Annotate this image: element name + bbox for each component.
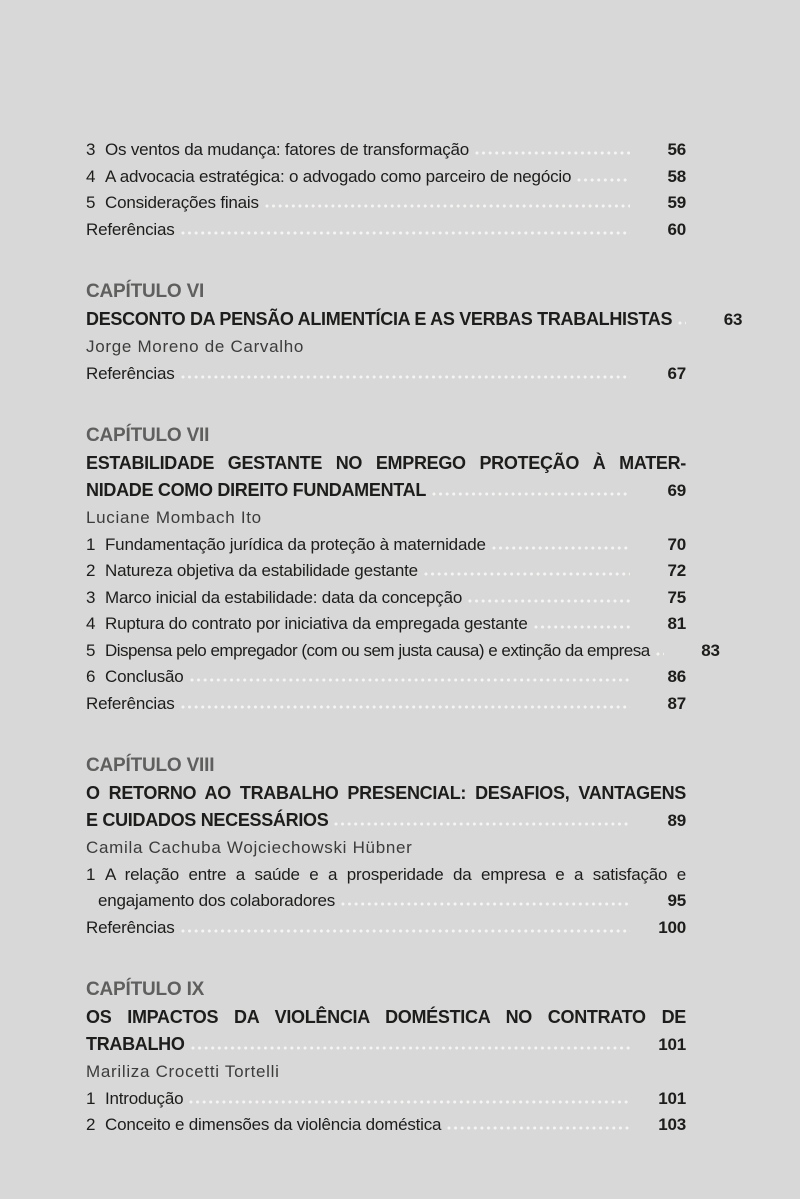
entry-page-number: 101 bbox=[658, 1088, 686, 1108]
dot-leader bbox=[181, 929, 630, 933]
entry-label: A relação entre a saúde e a prosperidade da empresa e a satisfação e bbox=[105, 864, 686, 884]
entry-label: Ruptura do contrato por iniciativa da empregada gestante bbox=[105, 614, 528, 633]
entry-page-number: 81 bbox=[667, 614, 686, 633]
entry-page-number: 95 bbox=[667, 891, 686, 910]
entry-page-number: 72 bbox=[667, 561, 686, 580]
dot-leader bbox=[534, 625, 630, 629]
toc-entry bbox=[86, 190, 686, 217]
entry-label: Conclusão bbox=[105, 667, 184, 686]
dot-leader bbox=[181, 375, 630, 379]
entry-page-number: 100 bbox=[658, 917, 686, 937]
dot-leader bbox=[334, 822, 630, 826]
chapter-page-number: 63 bbox=[723, 310, 743, 329]
toc-entry bbox=[86, 532, 686, 559]
dot-leader bbox=[447, 1126, 630, 1130]
entry-page-number: 59 bbox=[667, 193, 686, 212]
toc-entry bbox=[86, 862, 686, 915]
entry-label: Referências bbox=[86, 219, 175, 239]
entry-number: 4 bbox=[86, 614, 96, 633]
toc-entry bbox=[86, 1112, 686, 1139]
entry-label: Introdução bbox=[105, 1088, 184, 1108]
chapter-page-number: 69 bbox=[667, 481, 686, 500]
chapter-title-line2: NIDADE COMO DIREITO FUNDAMENTAL bbox=[86, 480, 427, 500]
entry-label: Natureza objetiva da estabilidade gestante bbox=[105, 561, 418, 580]
dot-leader bbox=[424, 572, 630, 576]
chapter-title-entry bbox=[86, 1031, 686, 1058]
toc-entry bbox=[86, 137, 686, 164]
chapter-viii-block bbox=[86, 752, 686, 941]
entry-page-number: 60 bbox=[667, 219, 686, 239]
entry-line2 bbox=[86, 888, 686, 915]
entry-number: 1 bbox=[86, 534, 96, 554]
dot-leader bbox=[678, 321, 686, 325]
chapter-author: Camila Cachuba Wojciechowski Hübner bbox=[86, 838, 413, 857]
entry-number: 3 bbox=[86, 587, 96, 607]
entry-label-continued: engajamento dos colaboradores bbox=[98, 891, 336, 910]
dot-leader bbox=[190, 678, 630, 682]
dot-leader bbox=[492, 546, 630, 550]
entry-label: Os ventos da mudança: fatores de transformação bbox=[105, 140, 470, 159]
entry-page-number: 86 bbox=[667, 667, 686, 686]
chapter-title-line2: E CUIDADOS NECESSÁRIOS bbox=[86, 810, 329, 830]
entry-line1 bbox=[86, 862, 686, 889]
entry-label: Referências bbox=[86, 363, 175, 383]
entry-page-number: 83 bbox=[701, 640, 720, 660]
chapter-author: Mariliza Crocetti Tortelli bbox=[86, 1062, 280, 1081]
dot-leader bbox=[265, 204, 630, 208]
toc-entry bbox=[86, 558, 686, 585]
chapter-heading: CAPÍTULO VII bbox=[86, 425, 210, 446]
chapter-title-line1: O RETORNO AO TRABALHO PRESENCIAL: DESAFIOS, VANTAGENS bbox=[86, 783, 686, 803]
entry-number: 1 bbox=[86, 1088, 96, 1108]
toc-entry bbox=[86, 585, 686, 612]
chapter-page-number: 89 bbox=[667, 811, 686, 830]
dot-leader bbox=[475, 151, 630, 155]
entry-label: Referências bbox=[86, 917, 175, 937]
chapter-title: DESCONTO DA PENSÃO ALIMENTÍCIA E AS VERBAS TRABALHISTAS bbox=[86, 309, 673, 329]
toc-entry bbox=[86, 164, 686, 191]
toc-entry bbox=[86, 638, 720, 665]
chapter-vi-block bbox=[86, 278, 743, 387]
chapter-title-entry bbox=[86, 807, 686, 834]
chapter-author: Luciane Mombach Ito bbox=[86, 508, 262, 527]
entry-label: Fundamentação jurídica da proteção à maternidade bbox=[105, 534, 486, 554]
dot-leader bbox=[341, 902, 630, 906]
dot-leader bbox=[577, 178, 630, 182]
toc-entry bbox=[86, 1086, 686, 1113]
chapter-heading: CAPÍTULO VIII bbox=[86, 755, 215, 776]
entry-label: Marco inicial da estabilidade: data da concepção bbox=[105, 587, 463, 607]
chapter-title-entry bbox=[86, 306, 743, 333]
entry-number: 1 bbox=[86, 864, 96, 884]
entry-page-number: 67 bbox=[667, 363, 686, 383]
chapter-page-number: 101 bbox=[658, 1035, 686, 1054]
entry-page-number: 70 bbox=[667, 534, 686, 554]
chapter-ix-block bbox=[86, 976, 686, 1139]
dot-leader bbox=[181, 231, 630, 235]
chapter-heading: CAPÍTULO VI bbox=[86, 281, 205, 302]
entry-number: 2 bbox=[86, 1115, 96, 1134]
entry-number: 5 bbox=[86, 193, 96, 212]
chapter-title-entry bbox=[86, 477, 686, 504]
chapter-heading: CAPÍTULO IX bbox=[86, 979, 205, 1000]
dot-leader bbox=[432, 492, 630, 496]
toc-entry-references bbox=[86, 361, 686, 388]
dot-leader bbox=[656, 652, 664, 656]
chapter-title-line2: TRABALHO bbox=[86, 1034, 185, 1054]
entry-number: 4 bbox=[86, 166, 96, 186]
entry-label: Conceito e dimensões da violência doméstica bbox=[105, 1115, 442, 1134]
toc-entry bbox=[86, 664, 686, 691]
dot-leader bbox=[191, 1046, 630, 1050]
entry-label: A advocacia estratégica: o advogado como parceiro de negócio bbox=[105, 166, 572, 186]
dot-leader bbox=[468, 599, 630, 603]
dot-leader bbox=[181, 705, 630, 709]
entry-page-number: 58 bbox=[667, 166, 686, 186]
dot-leader bbox=[189, 1100, 630, 1104]
toc-entry-references bbox=[86, 217, 686, 244]
entry-label: Referências bbox=[86, 693, 175, 713]
chapter-author: Jorge Moreno de Carvalho bbox=[86, 337, 305, 356]
toc-entry bbox=[86, 611, 686, 638]
entry-page-number: 75 bbox=[667, 587, 686, 607]
entry-page-number: 56 bbox=[667, 140, 686, 159]
entry-page-number: 87 bbox=[667, 693, 686, 713]
toc-content bbox=[86, 137, 743, 1139]
entry-label: Dispensa pelo empregador (com ou sem justa causa) e extinção da empresa bbox=[105, 640, 650, 660]
entry-number: 6 bbox=[86, 667, 96, 686]
entry-number: 5 bbox=[86, 640, 96, 660]
entry-number: 2 bbox=[86, 561, 96, 580]
chapter-title-line1: OS IMPACTOS DA VIOLÊNCIA DOMÉSTICA NO CONTRATO DE bbox=[86, 1007, 686, 1027]
toc-entry-references bbox=[86, 915, 686, 942]
entry-number: 3 bbox=[86, 140, 96, 159]
toc-entry-references bbox=[86, 691, 686, 718]
entry-label: Considerações finais bbox=[105, 193, 259, 212]
entry-page-number: 103 bbox=[658, 1115, 686, 1134]
chapter-vii-block bbox=[86, 422, 720, 717]
chapter-title-line1: ESTABILIDADE GESTANTE NO EMPREGO PROTEÇÃO À MATER- bbox=[86, 453, 686, 473]
